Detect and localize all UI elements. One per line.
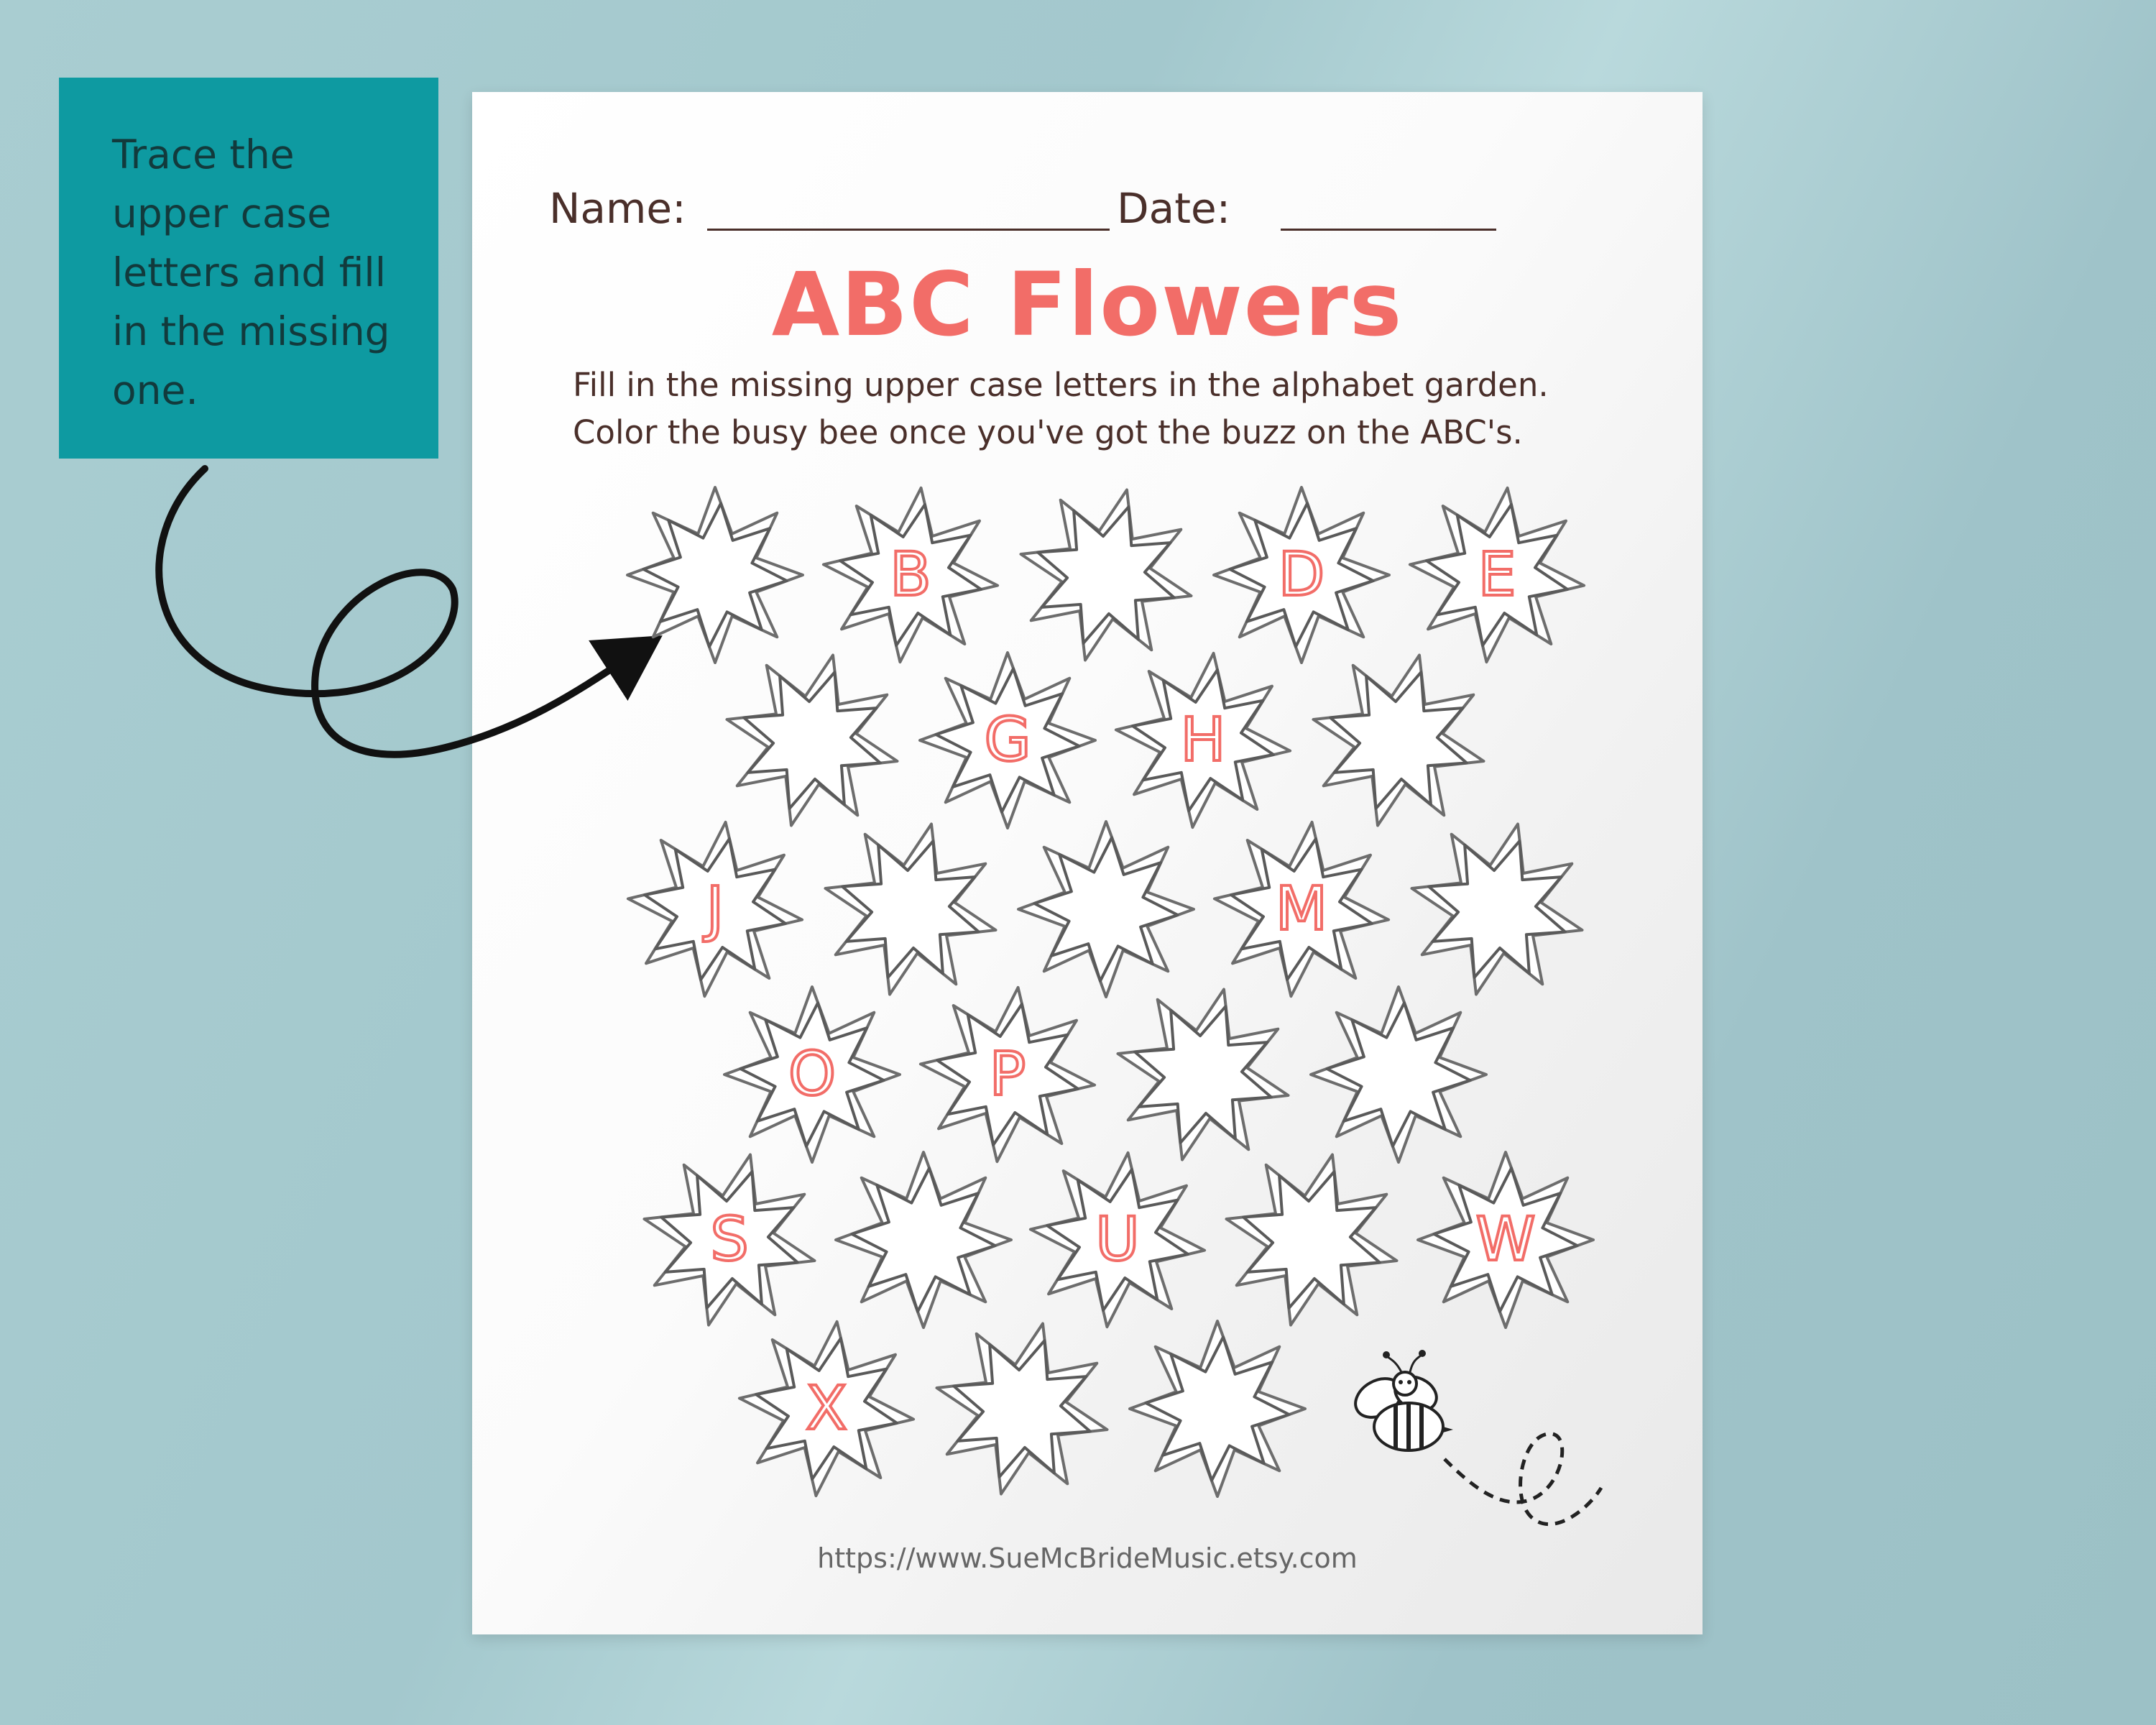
flower-icon <box>1031 1153 1204 1327</box>
flower-icon <box>1311 987 1486 1162</box>
flower-icon <box>826 824 996 995</box>
flower-letter: D <box>1278 539 1325 610</box>
name-label: Name: <box>549 184 686 233</box>
flower-icon <box>740 1322 913 1496</box>
bee-icon <box>1349 1350 1453 1450</box>
flower-icon <box>627 487 803 663</box>
callout-line: Trace the <box>112 132 295 178</box>
flower-icon <box>628 822 802 996</box>
footer-url: https://www.SueMcBrideMusic.etsy.com <box>817 1542 1358 1574</box>
flower-letter: H <box>1180 704 1226 775</box>
flower-icon <box>836 1152 1011 1328</box>
flower-letter: G <box>984 704 1031 775</box>
instruction-line-1: Fill in the missing upper case letters in the alphabet garden. <box>573 366 1549 404</box>
flower-icon <box>1018 822 1194 997</box>
bee-flight-trail <box>1445 1434 1601 1524</box>
flower-icon <box>1227 1155 1397 1325</box>
callout-line: in the missing <box>112 308 390 354</box>
callout-line: letters and fill <box>112 249 386 295</box>
flower-letter: E <box>1478 539 1516 610</box>
flower-icon <box>1130 1321 1305 1496</box>
flower-icon <box>1215 822 1388 996</box>
flower-letter: W <box>1475 1204 1536 1274</box>
flower-icon <box>824 488 998 662</box>
flower-icon <box>1116 653 1290 827</box>
flower-letter: P <box>989 1039 1026 1109</box>
flower-icon <box>1410 488 1584 662</box>
flower-icon <box>920 653 1095 828</box>
page-title: ABC Flowers <box>771 254 1404 356</box>
flower-icon <box>727 656 898 826</box>
flower-icon <box>921 988 1095 1162</box>
flower-icon <box>1118 990 1289 1160</box>
callout-line: one. <box>112 367 198 413</box>
flower-icon <box>1412 824 1583 995</box>
flower-icon <box>1418 1152 1593 1328</box>
callout-line: upper case <box>112 190 332 236</box>
flower-letter: O <box>788 1039 837 1109</box>
flower-grid <box>627 487 1593 1496</box>
flower-letter: S <box>710 1204 749 1274</box>
flower-icon <box>645 1155 815 1325</box>
instruction-line-2: Color the busy bee once you've got the buzz on the ABC's. <box>573 413 1523 451</box>
flower-icon <box>1314 656 1484 826</box>
flower-letter: B <box>890 539 931 610</box>
flower-letter: U <box>1095 1204 1140 1274</box>
flower-icon <box>724 987 900 1162</box>
curly-arrow-icon <box>159 469 650 755</box>
flower-letter: M <box>1275 873 1328 944</box>
flower-letter: X <box>806 1373 847 1443</box>
flower-icon <box>1214 487 1389 663</box>
flower-icon <box>1021 490 1192 661</box>
flower-letter: J <box>706 873 724 944</box>
date-label: Date: <box>1117 184 1231 233</box>
flower-icon <box>937 1324 1107 1494</box>
